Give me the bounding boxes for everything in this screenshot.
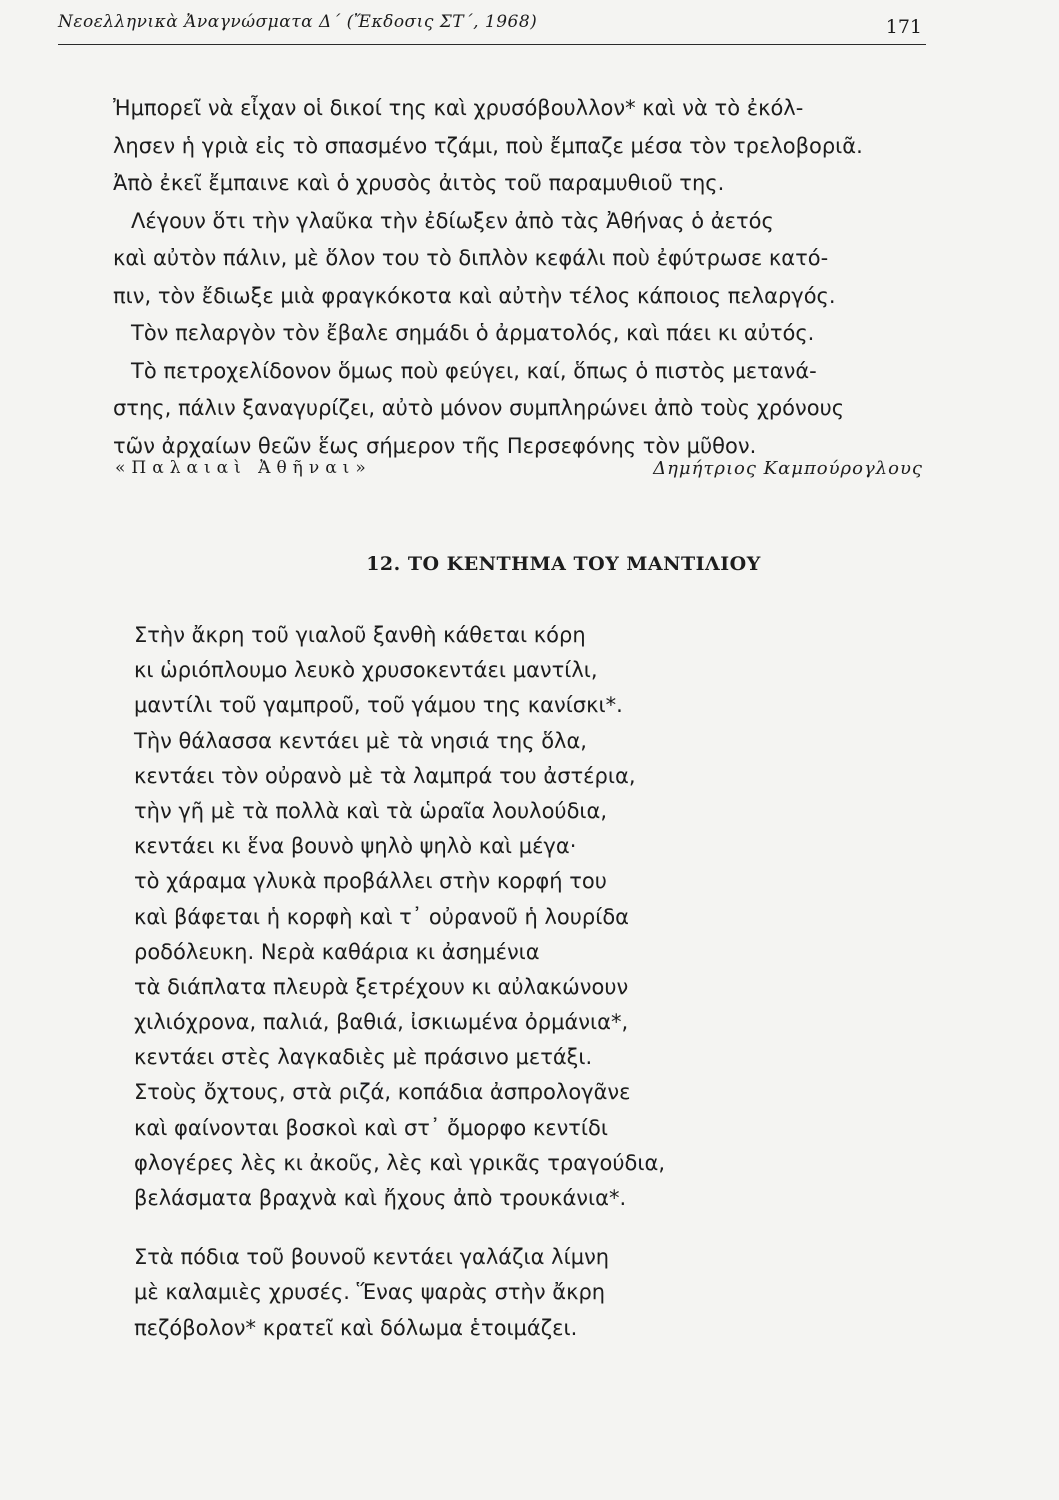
page-header	[58, 10, 926, 45]
verse-line: Στὰ πόδια τοῦ βουνοῦ κεντάει γαλάζια λίμνη	[134, 1245, 610, 1270]
verse-line: κεντάει στὲς λαγκαδιὲς μὲ πράσινο μετάξι.	[134, 1045, 593, 1070]
verse-line: χιλιόχρονα, παλιά, βαθιά, ἰσκιωμένα ὀρμάνια*,	[134, 1010, 629, 1035]
verse-line: τὴν γῆ μὲ τὰ πολλὰ καὶ τὰ ὡραῖα λουλούδια,	[134, 798, 608, 823]
text-line: Τὸν πελαργὸν τὸν ἔβαλε σημάδι ὁ ἀρματολός, καὶ πάει κι αὐτός.	[131, 321, 815, 345]
verse-line: κεντάει τὸν οὐρανὸ μὲ τὰ λαμπρά του ἀστέρια,	[134, 763, 636, 788]
verse-line: κι ὡριόπλουμο λευκὸ χρυσοκεντάει μαντίλι,	[134, 658, 598, 683]
paragraph-2	[113, 203, 925, 316]
text-line: Ἀπὸ ἐκεῖ ἔμπαινε καὶ ὁ χρυσὸς ἀιτὸς τοῦ παραμυθιοῦ της.	[113, 171, 725, 195]
verse-line: Τὴν θάλασσα κεντάει μὲ τὰ νησιά της ὅλα,	[134, 728, 587, 753]
verse-line: πεζόβολον* κρατεῖ καὶ δόλωμα ἑτοιμάζει.	[134, 1315, 578, 1340]
source-title: «Παλαιαὶ Ἀθῆναι»	[115, 458, 372, 478]
text-line: στης, πάλιν ξαναγυρίζει, αὐτὸ μόνον συμπληρώνει ἀπὸ τοὺς χρόνους	[113, 396, 845, 420]
text-line: Λέγουν ὅτι τὴν γλαῦκα τὴν ἐδίωξεν ἀπὸ τὰς Ἀθήνας ὁ ἀετός	[131, 208, 774, 233]
attribution	[115, 458, 923, 486]
verse-line: τὰ διάπλατα πλευρὰ ξετρέχουν κι αὐλακώνουν	[134, 974, 629, 999]
verse-line: φλογέρες λὲς κι ἀκοῦς, λὲς καὶ γρικᾶς τραγούδια,	[134, 1150, 665, 1175]
verse-line: ροδόλευκη. Νερὰ καθάρια κι ἀσημένια	[134, 939, 540, 964]
verse-line: Στὴν ἄκρη τοῦ γιαλοῦ ξανθὴ κάθεται κόρη	[134, 623, 586, 647]
text-line: πιν, τὸν ἔδιωξε μιὰ φραγκόκοτα καὶ αὐτὴν τέλος κάποιος πελαργός.	[113, 283, 836, 308]
prose-passage	[113, 90, 925, 465]
stanza-break	[134, 1216, 914, 1240]
author-name: Δημήτριος Καμπούρογλους	[653, 458, 923, 479]
paragraph-1	[113, 90, 925, 203]
verse-line: κεντάει κι ἕνα βουνὸ ψηλὸ ψηλὸ καὶ μέγα·	[134, 834, 577, 859]
text-line: λησεν ἡ γριὰ εἰς τὸ σπασμένο τζάμι, ποὺ ἔμπαζε μέσα τὸν τρελοβοριᾶ.	[113, 133, 863, 158]
text-line: τῶν ἀρχαίων θεῶν ἕως σήμερον τῆς Περσεφόνης τὸν μῦθον.	[113, 433, 757, 458]
verse-line: καὶ βάφεται ἡ κορφὴ καὶ τ᾿ οὐρανοῦ ἡ λουρίδα	[134, 904, 630, 929]
verse-line: Στοὺς ὄχτους, στὰ ριζά, κοπάδια ἀσπρολογᾶνε	[134, 1080, 631, 1105]
verse-line: μὲ καλαμιὲς χρυσές. Ἕνας ψαρὰς στὴν ἄκρη	[134, 1280, 606, 1305]
poem	[134, 618, 914, 1346]
verse-line: μαντίλι τοῦ γαμπροῦ, τοῦ γάμου της κανίσκι*.	[134, 693, 623, 718]
text-line: καὶ αὐτὸν πάλιν, μὲ ὅλον του τὸ διπλὸν κεφάλι ποὺ ἐφύτρωσε κατό-	[113, 246, 829, 270]
text-line: Ἠμπορεῖ νὰ εἶχαν οἱ δικοί της καὶ χρυσόβουλλον* καὶ νὰ τὸ ἐκόλ-	[113, 96, 804, 120]
verse-line: τὸ χάραμα γλυκὰ προβάλλει στὴν κορφή του	[134, 869, 607, 894]
running-head: Νεοελληνικὰ Ἀναγνώσματα Δ΄ (Ἔκδοσις ΣΤ΄, 1968)	[58, 12, 538, 32]
paragraph-4	[113, 353, 925, 466]
verse-line: βελάσματα βραχνὰ καὶ ἤχους ἀπὸ τρουκάνια*.	[134, 1186, 627, 1210]
stanza-1	[134, 618, 914, 1216]
page-number: 171	[885, 16, 922, 38]
text-line: Τὸ πετροχελίδονον ὅμως ποὺ φεύγει, καί, ὅπως ὁ πιστὸς μετανά-	[131, 358, 817, 383]
chapter-title: 12. ΤΟ ΚΕΝΤΗΜΑ ΤΟΥ ΜΑΝΤΙΛΙΟΥ	[366, 553, 761, 575]
verse-line: καὶ φαίνονται βοσκοὶ καὶ στ᾿ ὄμορφο κεντίδι	[134, 1115, 608, 1140]
paragraph-3	[113, 315, 925, 353]
stanza-2	[134, 1240, 914, 1346]
